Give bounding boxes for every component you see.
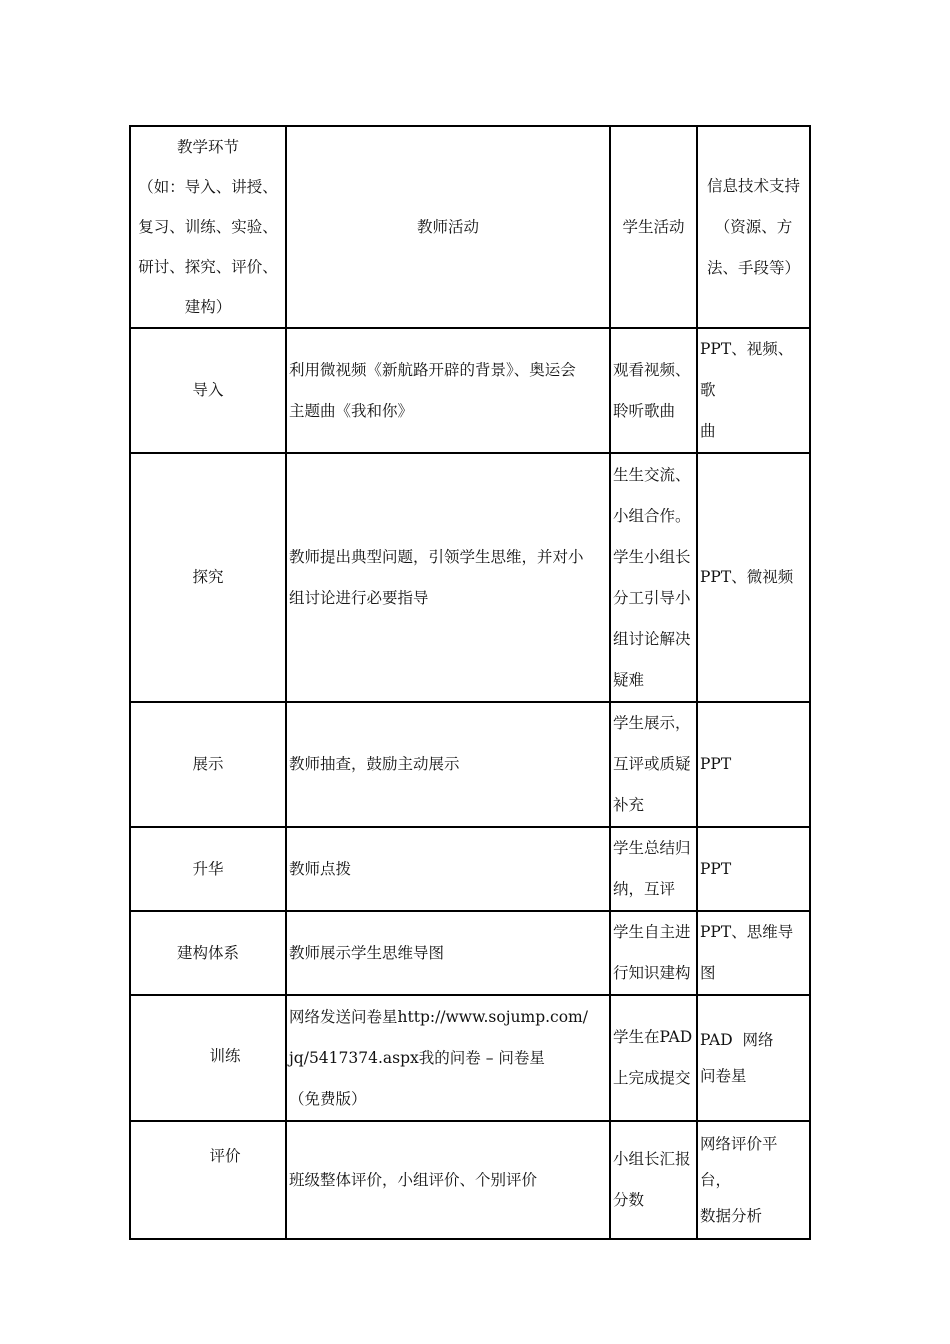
student-line: 补充 <box>613 796 645 814</box>
teacher-line: 教师点拨 <box>289 859 352 878</box>
teacher-line: 教师提出典型问题，引领学生思维，并对小 <box>289 547 584 566</box>
stage-label: 训练 <box>209 1047 241 1065</box>
tech-line: 台， <box>700 1171 732 1189</box>
tech-cell <box>697 827 810 911</box>
student-line: 纳，互评 <box>613 880 676 898</box>
stage-cell <box>130 995 286 1121</box>
header-teacher-cell <box>286 126 610 328</box>
student-cell <box>610 995 697 1121</box>
student-cell <box>610 702 697 827</box>
table-header-row <box>130 126 810 328</box>
student-line: 生生交流、 <box>613 465 691 484</box>
stage-label: 评价 <box>209 1147 241 1165</box>
table-row <box>130 911 810 995</box>
header-stage-line: 建构） <box>184 298 232 316</box>
header-stage-cell <box>130 126 286 328</box>
table-row <box>130 1121 810 1239</box>
tech-line: PPT、视频、歌 <box>700 340 794 399</box>
stage-cell <box>130 1121 286 1239</box>
header-tech-line: （资源、方 <box>714 217 793 236</box>
teacher-line: 主题曲《我和你》 <box>289 401 414 420</box>
student-cell <box>610 328 697 453</box>
student-line: 学生在PAD <box>613 1028 693 1046</box>
header-tech-line: 法、手段等） <box>706 258 800 277</box>
tech-line: PPT <box>700 755 732 773</box>
teacher-line: 组讨论进行必要指导 <box>289 588 429 607</box>
student-cell <box>610 911 697 995</box>
tech-line: PAD 网络 <box>700 1031 774 1049</box>
tech-cell <box>697 995 810 1121</box>
tech-line: 网络评价平 <box>700 1135 778 1153</box>
header-student-label: 学生活动 <box>622 217 685 236</box>
student-line: 疑难 <box>613 670 645 689</box>
tech-line: PPT <box>700 859 732 878</box>
teacher-line: 利用微视频《新航路开辟的背景》、奥运会 <box>289 360 576 379</box>
student-line: 行知识建构 <box>613 964 691 982</box>
student-line: 组讨论解决 <box>613 629 691 648</box>
teacher-line: 班级整体评价，小组评价、个别评价 <box>289 1170 538 1189</box>
student-cell <box>610 827 697 911</box>
table-row <box>130 702 810 827</box>
stage-cell <box>130 911 286 995</box>
table-row <box>130 995 810 1121</box>
stage-cell <box>130 328 286 453</box>
stage-label: 建构体系 <box>176 943 239 962</box>
header-stage-line: （如：导入、讲授、 <box>138 178 278 196</box>
tech-line: PPT、思维导图 <box>700 923 794 982</box>
stage-cell <box>130 453 286 702</box>
teacher-line: 教师抽查，鼓励主动展示 <box>289 755 460 773</box>
student-line: 分数 <box>613 1191 645 1209</box>
stage-cell <box>130 702 286 827</box>
header-stage-line: 复习、训练、实验、 <box>138 218 278 236</box>
teacher-cell <box>286 702 610 827</box>
table-row <box>130 453 810 702</box>
student-line: 上完成提交 <box>613 1069 691 1087</box>
stage-cell <box>130 827 286 911</box>
stage-label: 展示 <box>192 755 224 773</box>
student-cell <box>610 453 697 702</box>
stage-label: 探究 <box>192 568 224 586</box>
table-row <box>130 827 810 911</box>
student-line: 学生展示， <box>613 714 691 732</box>
student-line: 小组长汇报 <box>613 1150 691 1168</box>
teacher-line: （免费版） <box>289 1089 367 1108</box>
header-tech-cell <box>697 126 810 328</box>
tech-cell <box>697 1121 810 1239</box>
student-line: 学生小组长 <box>613 547 691 566</box>
teacher-cell <box>286 827 610 911</box>
tech-cell <box>697 328 810 453</box>
student-line: 学生自主进 <box>613 923 691 941</box>
header-stage-line: 教学环节 <box>176 138 239 156</box>
table-row <box>130 328 810 453</box>
tech-line: PPT、微视频 <box>700 568 794 586</box>
stage-label: 导入 <box>192 381 224 399</box>
stage-label: 升华 <box>192 859 224 878</box>
lesson-plan-table <box>129 125 811 1240</box>
teacher-cell <box>286 328 610 453</box>
teacher-cell <box>286 911 610 995</box>
student-line: 学生总结归 <box>613 839 691 857</box>
teacher-cell <box>286 1121 610 1239</box>
student-line: 分工引导小 <box>613 588 691 607</box>
tech-cell <box>697 911 810 995</box>
header-student-cell <box>610 126 697 328</box>
header-tech-line: 信息技术支持 <box>706 176 800 195</box>
header-teacher-label: 教师活动 <box>416 217 479 236</box>
tech-cell <box>697 453 810 702</box>
teacher-line: 网络发送问卷星http://www.sojump.com/ <box>289 1007 588 1026</box>
student-line: 聆听歌曲 <box>613 401 676 420</box>
teacher-cell <box>286 995 610 1121</box>
teacher-cell <box>286 453 610 702</box>
teacher-line: jq/5417374.aspx我的问卷 – 问卷星 <box>289 1048 545 1067</box>
tech-line: 数据分析 <box>700 1207 763 1225</box>
tech-line: 问卷星 <box>700 1067 747 1085</box>
teacher-line: 教师展示学生思维导图 <box>289 943 445 962</box>
tech-cell <box>697 702 810 827</box>
student-cell <box>610 1121 697 1239</box>
student-line: 小组合作。 <box>613 506 691 525</box>
student-line: 互评或质疑 <box>613 755 691 773</box>
tech-line: 曲 <box>700 422 716 440</box>
student-line: 观看视频、 <box>613 360 691 379</box>
header-stage-line: 研讨、探究、评价、 <box>138 258 278 276</box>
